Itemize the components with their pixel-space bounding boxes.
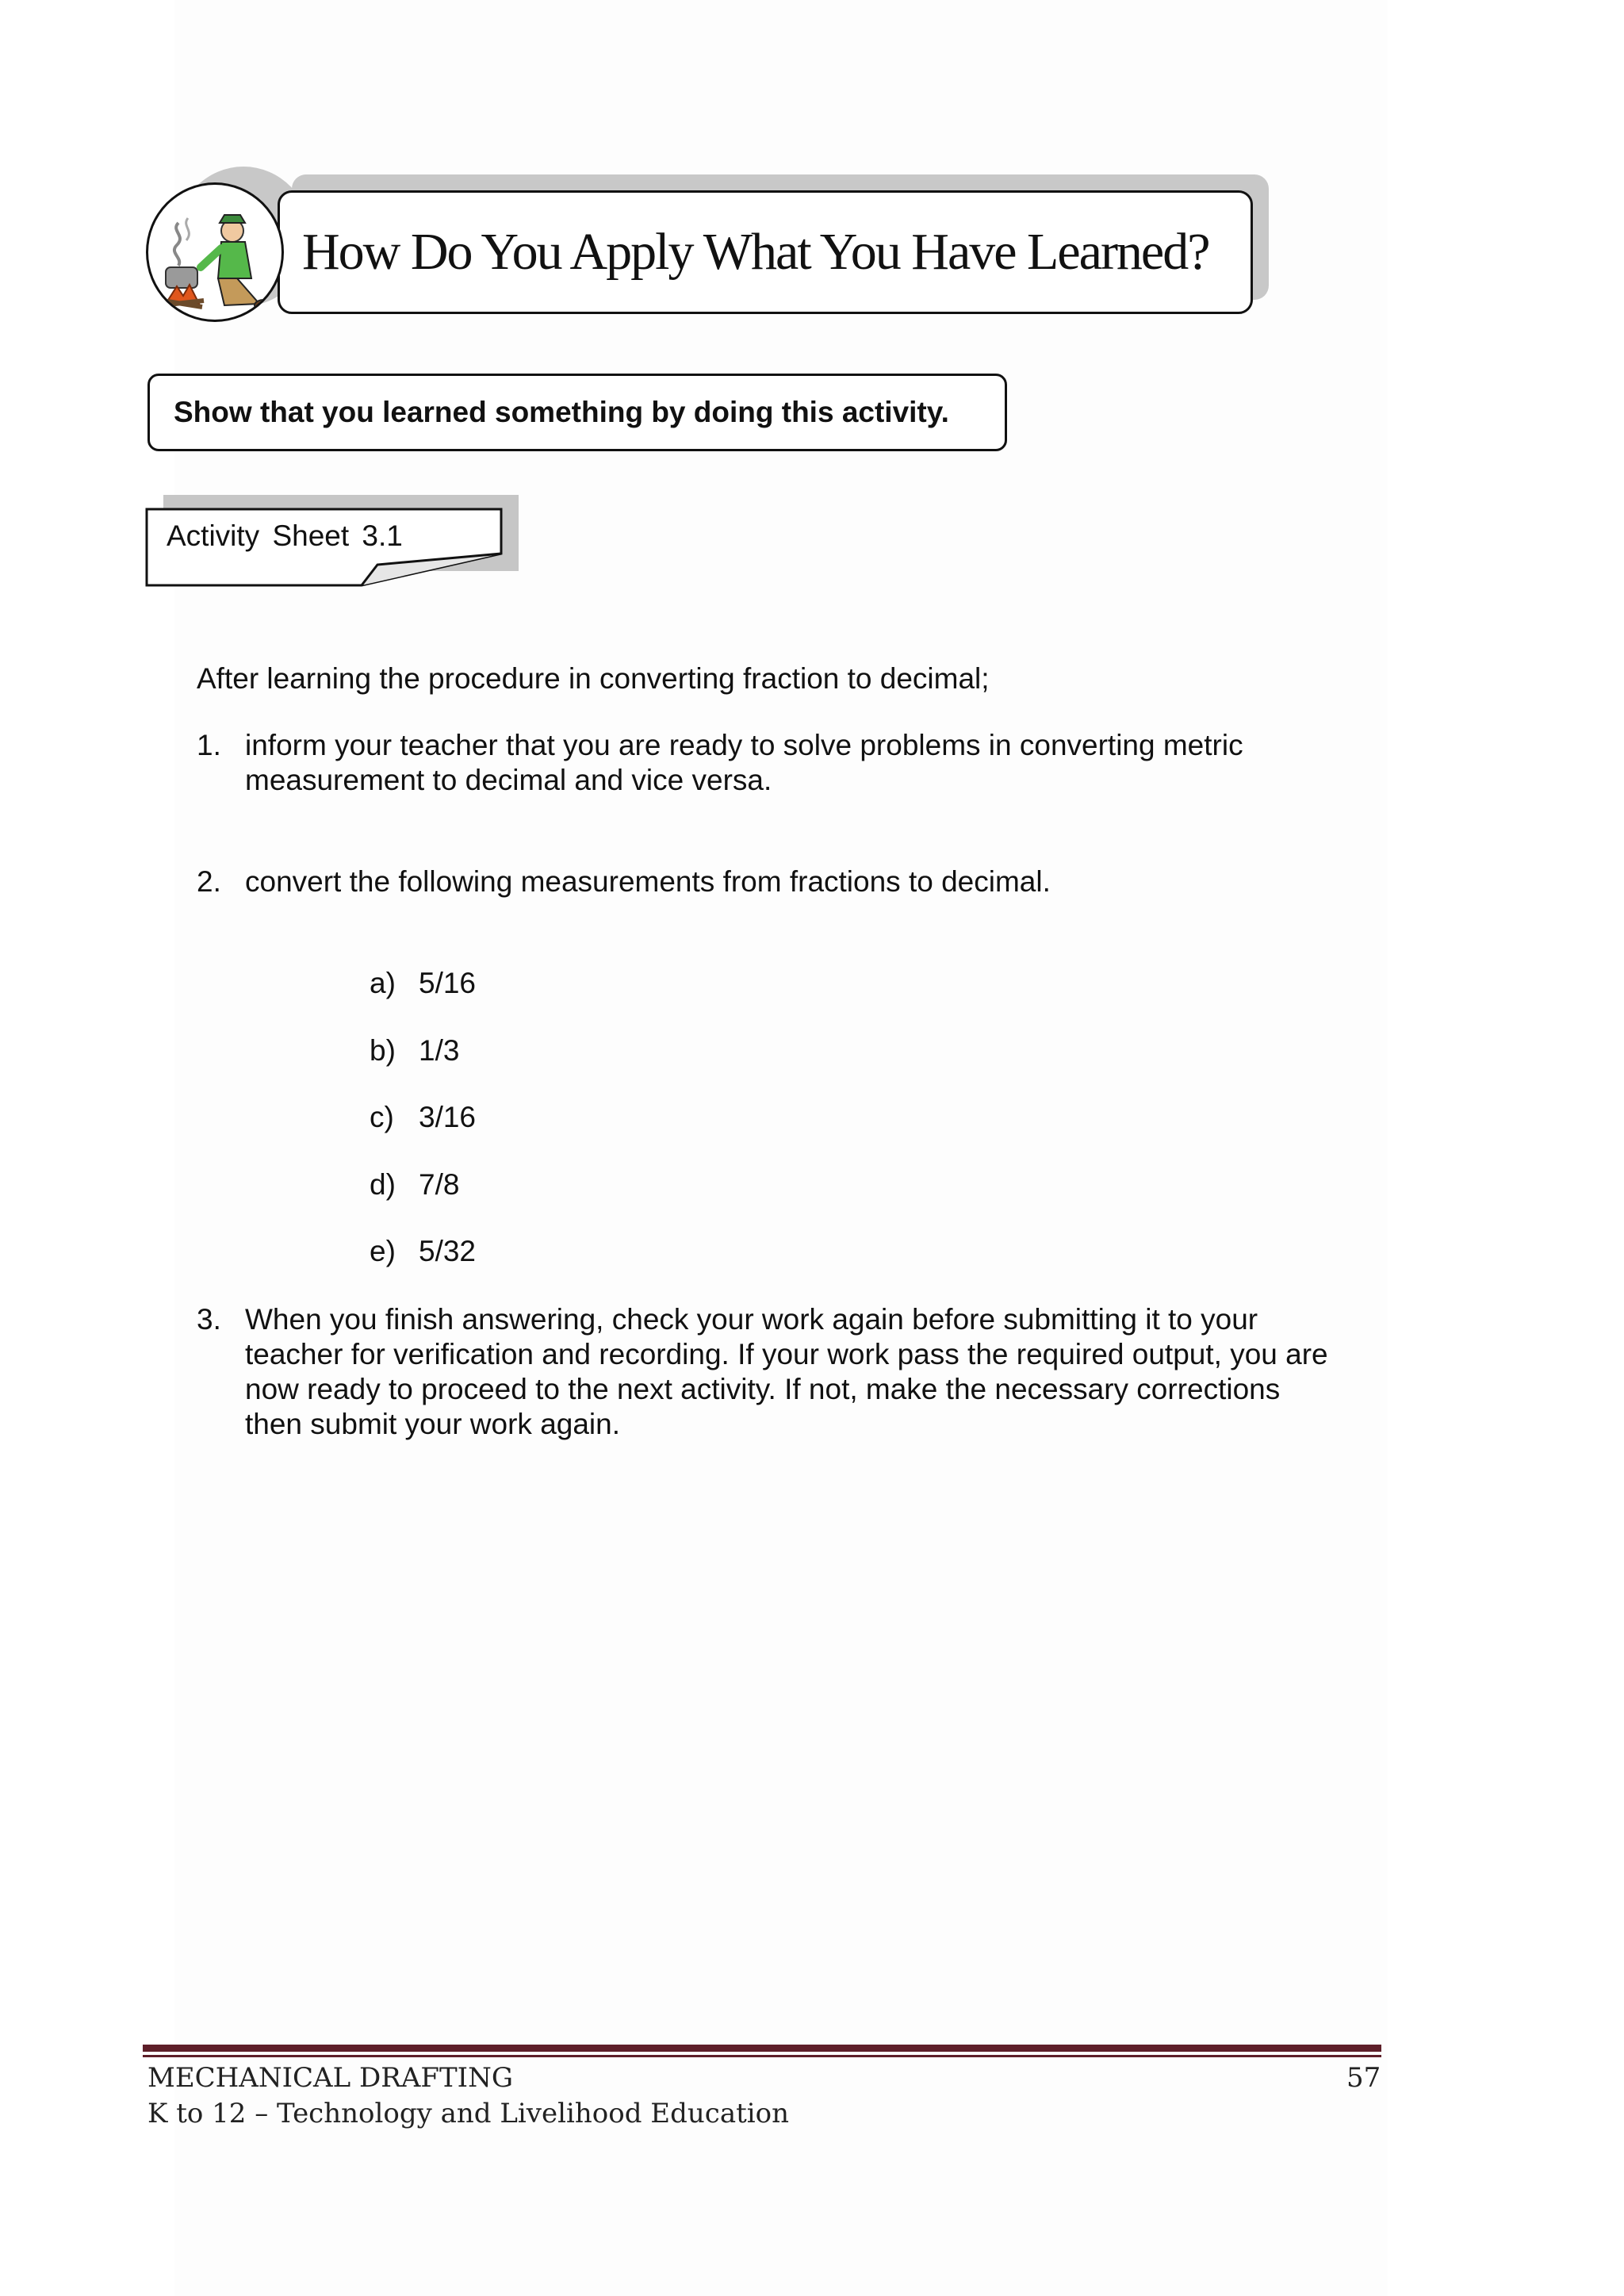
fraction-c-value: 3/16 xyxy=(419,1101,477,1133)
fraction-a-letter: a) xyxy=(370,967,396,999)
header-icon-frame xyxy=(146,182,284,322)
fraction-a-value: 5/16 xyxy=(419,967,477,999)
item-3-line-2: teacher for verification and recording. If your work pass the required output, you are xyxy=(245,1338,1328,1370)
page-number: 57 xyxy=(1346,2062,1381,2094)
footer-subject: MECHANICAL DRAFTING xyxy=(147,2062,514,2094)
header-banner xyxy=(278,190,1253,314)
item-2-number: 2. xyxy=(197,865,221,898)
item-1-number: 1. xyxy=(197,729,221,761)
footer-rule-thin xyxy=(143,2055,1381,2057)
fraction-d-letter: d) xyxy=(370,1168,396,1201)
fraction-d-value: 7/8 xyxy=(419,1168,460,1201)
item-2-line-1: convert the following measurements from fractions to decimal. xyxy=(245,865,1051,898)
item-3-line-4: then submit your work again. xyxy=(245,1408,621,1440)
footer-rule-thick xyxy=(143,2045,1381,2052)
item-3-line-3: now ready to proceed to the next activity. If not, make the necessary corrections xyxy=(245,1373,1281,1405)
fraction-c-letter: c) xyxy=(370,1101,394,1133)
item-1-line-1: inform your teacher that you are ready to solve problems in converting metric xyxy=(245,729,1243,761)
instruction-box xyxy=(147,374,1007,451)
activity-tag-label: Activity Sheet 3.1 xyxy=(167,519,403,552)
fraction-b-value: 1/3 xyxy=(419,1034,460,1067)
fraction-b-letter: b) xyxy=(370,1034,396,1067)
footer-program: K to 12 – Technology and Livelihood Education xyxy=(147,2098,789,2129)
fraction-e-value: 5/32 xyxy=(419,1235,477,1267)
page-title: How Do You Apply What You Have Learned? xyxy=(302,223,1209,281)
fraction-e-letter: e) xyxy=(370,1235,396,1267)
page-background xyxy=(174,0,1388,2296)
item-1-line-2: measurement to decimal and vice versa. xyxy=(245,764,772,796)
item-3-line-1: When you finish answering, check your work again before submitting it to your xyxy=(245,1303,1258,1336)
intro-text: After learning the procedure in converting fraction to decimal; xyxy=(197,662,990,695)
item-3-number: 3. xyxy=(197,1303,221,1336)
camper-at-campfire-icon xyxy=(148,185,284,322)
instruction-text: Show that you learned something by doing this activity. xyxy=(174,396,949,428)
